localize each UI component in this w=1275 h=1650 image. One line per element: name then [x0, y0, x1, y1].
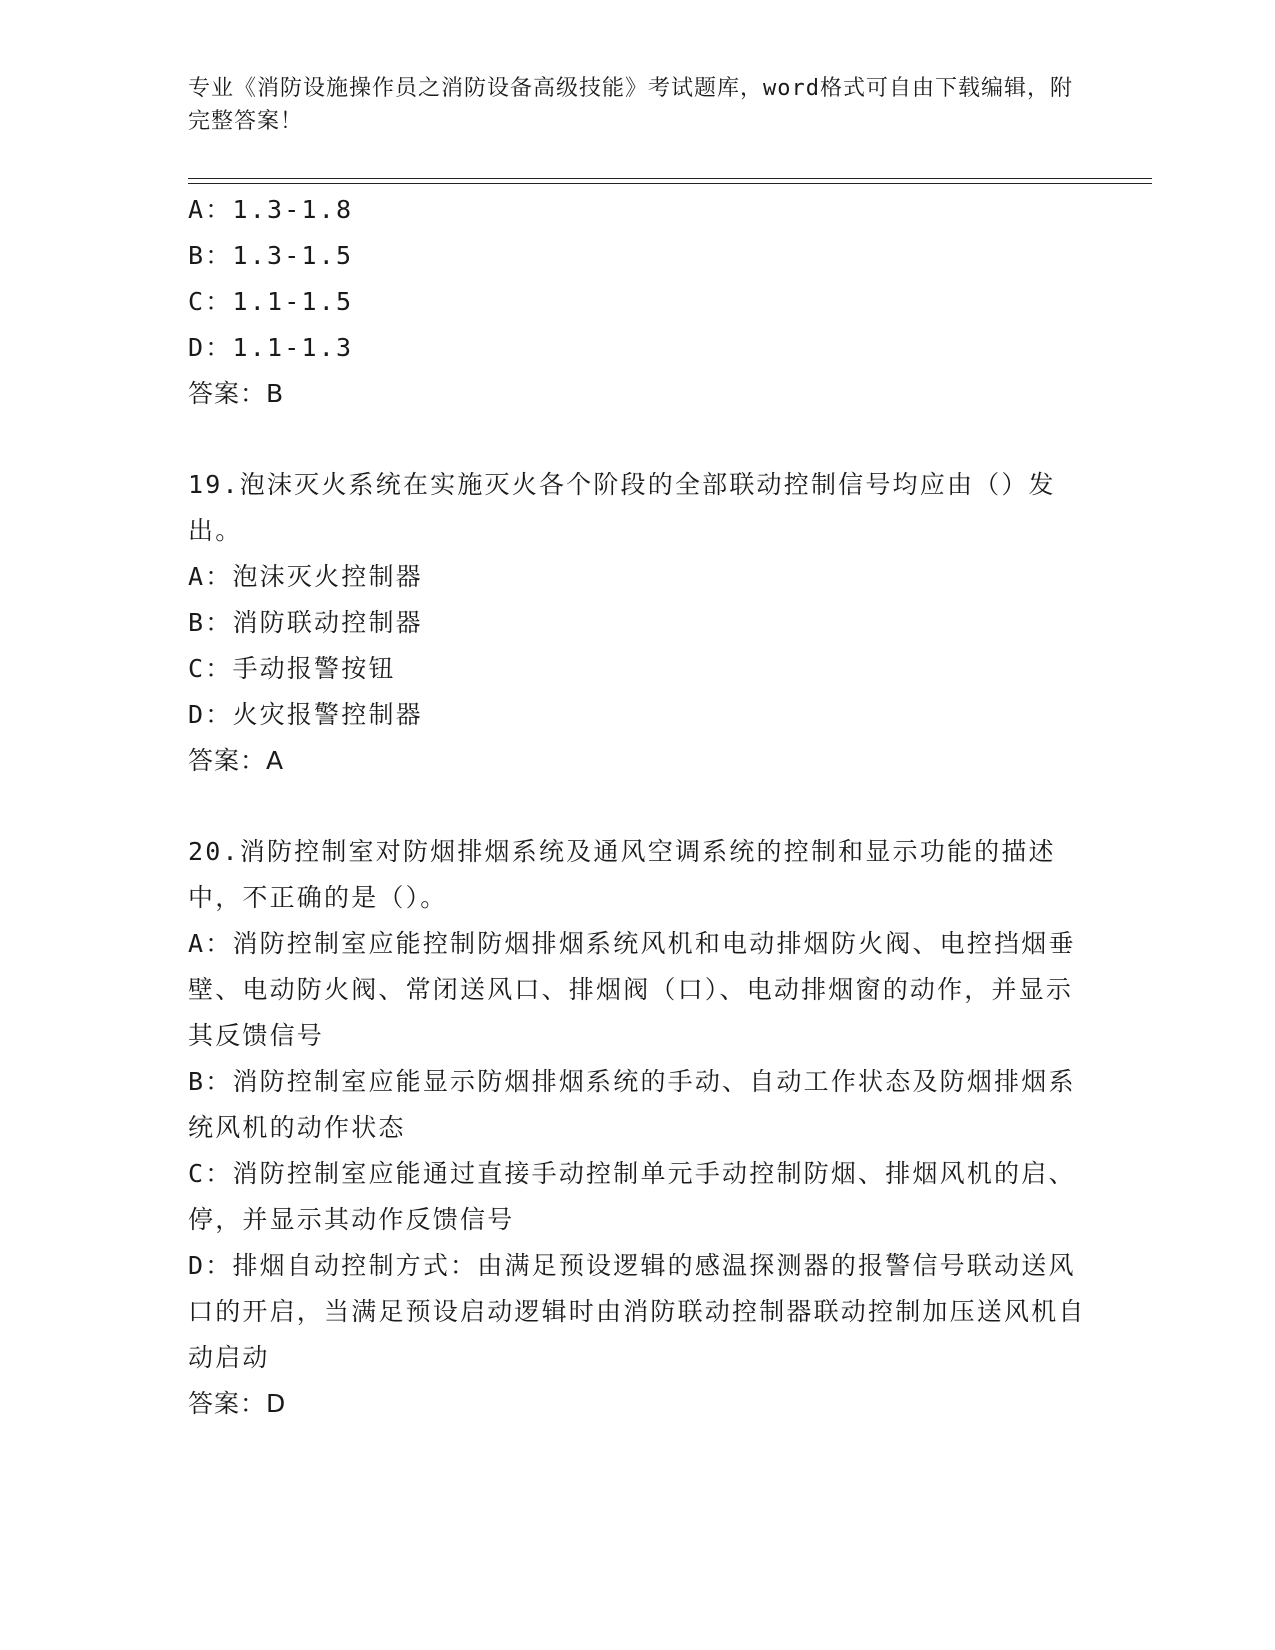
- question-19: [188, 462, 1088, 784]
- answer: 答案：B: [188, 379, 285, 408]
- option-b: B：1.3-1.5: [188, 241, 354, 270]
- question-spacer: [188, 784, 1088, 829]
- document-header: [188, 72, 1078, 138]
- option-d: D：排烟自动控制方式：由满足预设逻辑的感温探测器的报警信号联动送风口的开启，当满足预设启动逻辑时由消防联动控制器联动控制加压送风机自动启动: [188, 1251, 1086, 1372]
- question-text: 20.消防控制室对防烟排烟系统及通风空调系统的控制和显示功能的描述中，不正确的是（）。: [188, 837, 1056, 912]
- header-divider-bottom: [188, 183, 1152, 184]
- option-d: D：火灾报警控制器: [188, 700, 423, 729]
- header-text: 专业《消防设施操作员之消防设备高级技能》考试题库，word格式可自由下载编辑，附完整答案！: [188, 76, 1073, 134]
- option-a: A：消防控制室应能控制防烟排烟系统风机和电动排烟防火阀、电控挡烟垂壁、电动防火阀、常闭送风口、排烟阀（口）、电动排烟窗的动作，并显示其反馈信号: [188, 929, 1076, 1050]
- question-20: [188, 829, 1088, 1427]
- question-18: [188, 187, 1088, 417]
- option-d: D：1.1-1.3: [188, 333, 354, 362]
- question-spacer: [188, 417, 1088, 462]
- option-c: C：手动报警按钮: [188, 654, 396, 683]
- question-list: [188, 187, 1088, 1427]
- question-text: 19.泡沫灭火系统在实施灭火各个阶段的全部联动控制信号均应由（）发出。: [188, 470, 1056, 545]
- option-b: B：消防联动控制器: [188, 608, 423, 637]
- option-c: C：1.1-1.5: [188, 287, 354, 316]
- option-b: B：消防控制室应能显示防烟排烟系统的手动、自动工作状态及防烟排烟系统风机的动作状态: [188, 1067, 1076, 1142]
- option-a: A：泡沫灭火控制器: [188, 562, 423, 591]
- option-a: A：1.3-1.8: [188, 195, 354, 224]
- answer: 答案：D: [188, 1389, 287, 1418]
- answer: 答案：A: [188, 746, 285, 775]
- option-c: C：消防控制室应能通过直接手动控制单元手动控制防烟、排烟风机的启、停，并显示其动作反馈信号: [188, 1159, 1076, 1234]
- header-divider-top: [188, 178, 1152, 179]
